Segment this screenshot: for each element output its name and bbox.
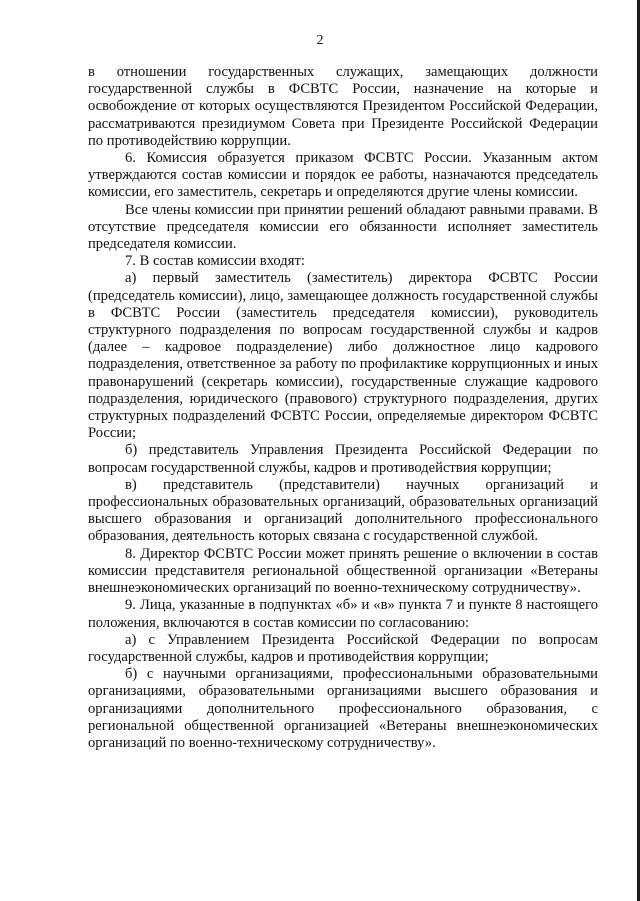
- paragraph-continuation: в отношении государственных служащих, замещающих должности государственной службы в ФСВТС России, назначение на которые и освобождение от которых осуществляются Президентом Российской Федерации, рассматриваются президиумом Совета при Президенте Российской Федерации по противодействию коррупции.: [88, 64, 598, 149]
- paragraph-9a: а) с Управлением Президента Российской Федерации по вопросам государственной службы, кадров и противодействия коррупции;: [88, 631, 598, 665]
- paragraph-7v: в) представитель (представители) научных организаций и профессиональных образовательных организаций, образовательных организаций высшего образования и организаций дополнительного профессионального образования, деятельность которых связана с государственной службой.: [88, 476, 598, 545]
- document-body: [88, 64, 598, 752]
- paragraph-9b: б) с научными организациями, профессиональными образовательными организациями, образовательными организациями высшего образования и организациями дополнительного профессионального образования, с региональной общественной организацией «Ветераны внешнеэкономических организаций по военно-техническому сотрудничеству».: [88, 666, 598, 751]
- paragraph-7b: б) представитель Управления Президента Российской Федерации по вопросам государственной службы, кадров и противодействия коррупции;: [88, 442, 598, 476]
- paragraph-6: 6. Комиссия образуется приказом ФСВТС России. Указанным актом утверждаются состав комиссии и порядок ее работы, назначаются председатель комиссии, его заместитель, секретарь и определяются другие члены комиссии.: [88, 150, 598, 201]
- paragraph-members-rights: Все члены комиссии при принятии решений обладают равными правами. В отсутствие председателя комиссии его обязанности исполняет заместитель председателя комиссии.: [88, 201, 598, 253]
- paragraph-7: 7. В состав комиссии входят:: [125, 253, 305, 270]
- paragraph-9: 9. Лица, указанные в подпунктах «б» и «в» пункта 7 и пункте 8 настоящего положения, включаются в состав комиссии по согласованию:: [88, 597, 598, 631]
- paragraph-8: 8. Директор ФСВТС России может принять решение о включении в состав комиссии представителя региональной общественной организации «Ветераны внешнеэкономических организаций по военно-техническому сотрудничеству».: [88, 545, 598, 597]
- page-number: 2: [316, 33, 324, 48]
- paragraph-7a: а) первый заместитель (заместитель) директора ФСВТС России (председатель комиссии), лицо, замещающее должность государственной службы в ФСВТС России (заместитель председателя комиссии), руководитель структурного подразделения по вопросам государственной службы и кадров (далее – кадровое подразделение) либо должностное лицо кадрового подразделения, ответственное за работу по профилактике коррупционных и иных правонарушений (секретарь комиссии), государственные служащие кадрового подразделения, юридического (правового) структурного подразделения, других структурных подразделений ФСВТС России, определяемые директором ФСВТС России;: [88, 270, 598, 442]
